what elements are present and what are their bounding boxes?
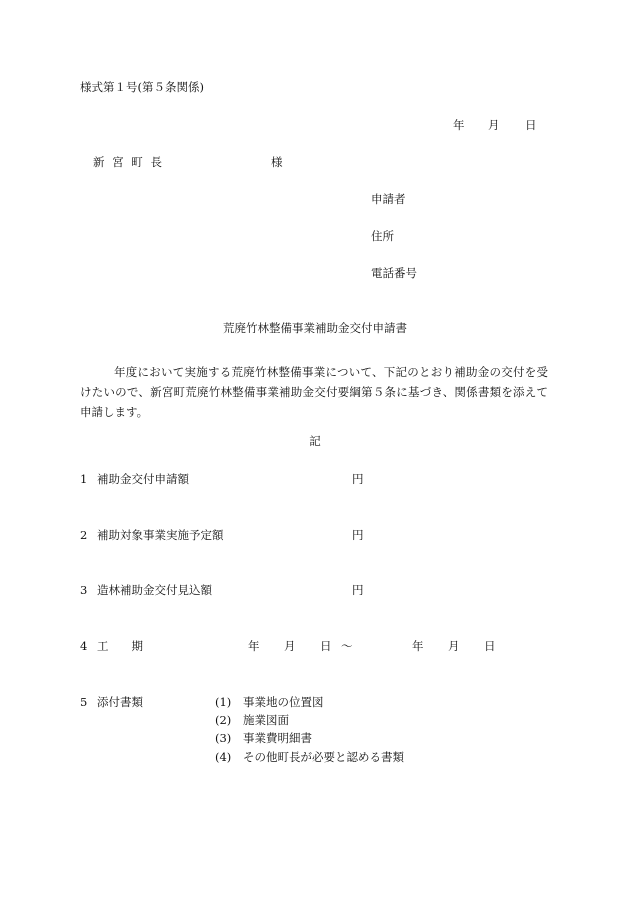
addressee-name: 新 宮 町 長: [93, 155, 164, 169]
body-paragraph: 年度において実施する荒廃竹林整備事業について、下記のとおり補助金の交付を受けたいので、新宮町荒廃竹林整備事業補助金交付要綱第５条に基づき、関係書類を添えて申請します。: [80, 365, 548, 419]
item-2-unit: 円: [352, 528, 364, 542]
item-1-unit: 円: [352, 472, 364, 486]
item-5-number: 5: [80, 695, 88, 709]
date-month-label: 月: [488, 118, 500, 132]
period-start-day: 日: [320, 639, 332, 653]
ki-marker: 記: [309, 434, 321, 448]
item-2-label: 補助対象事業実施予定額: [97, 528, 224, 542]
item-3-label: 造林補助金交付見込額: [97, 583, 212, 597]
phone-label: 電話番号: [371, 266, 417, 280]
attachment-4-text: その他町長が必要と認める書類: [243, 750, 404, 764]
period-label: 工 期: [97, 639, 143, 653]
address-label: 住所: [371, 229, 394, 243]
period-end-month: 月: [448, 639, 460, 653]
date-day-label: 日: [525, 118, 537, 132]
document-title: 荒廃竹林整備事業補助金交付申請書: [223, 321, 407, 335]
attachment-3-mark: (3): [215, 731, 232, 745]
item-4-number: 4: [80, 639, 88, 653]
date-year-label: 年: [453, 118, 465, 132]
period-end-year: 年: [412, 639, 424, 653]
attachment-1-mark: (1): [215, 695, 232, 709]
applicant-label: 申請者: [371, 192, 406, 206]
period-start-month: 月: [284, 639, 296, 653]
attachment-3-text: 事業費明細書: [243, 731, 312, 745]
attachments-label: 添付書類: [97, 695, 143, 709]
item-3-number: 3: [80, 583, 88, 597]
attachment-1-text: 事業地の位置図: [243, 695, 324, 709]
item-1-label: 補助金交付申請額: [97, 472, 189, 486]
attachment-2-text: 施業図面: [243, 713, 289, 727]
period-end-day: 日: [484, 639, 496, 653]
period-start-year: 年: [248, 639, 260, 653]
item-2-number: 2: [80, 528, 88, 542]
item-1-number: 1: [80, 472, 88, 486]
addressee-honorific: 様: [271, 155, 283, 169]
period-tilde: ～: [341, 639, 353, 653]
attachment-2-mark: (2): [215, 713, 232, 727]
attachment-4-mark: (4): [215, 750, 232, 764]
item-3-unit: 円: [352, 583, 364, 597]
form-number: 様式第１号(第５条関係): [80, 80, 204, 94]
